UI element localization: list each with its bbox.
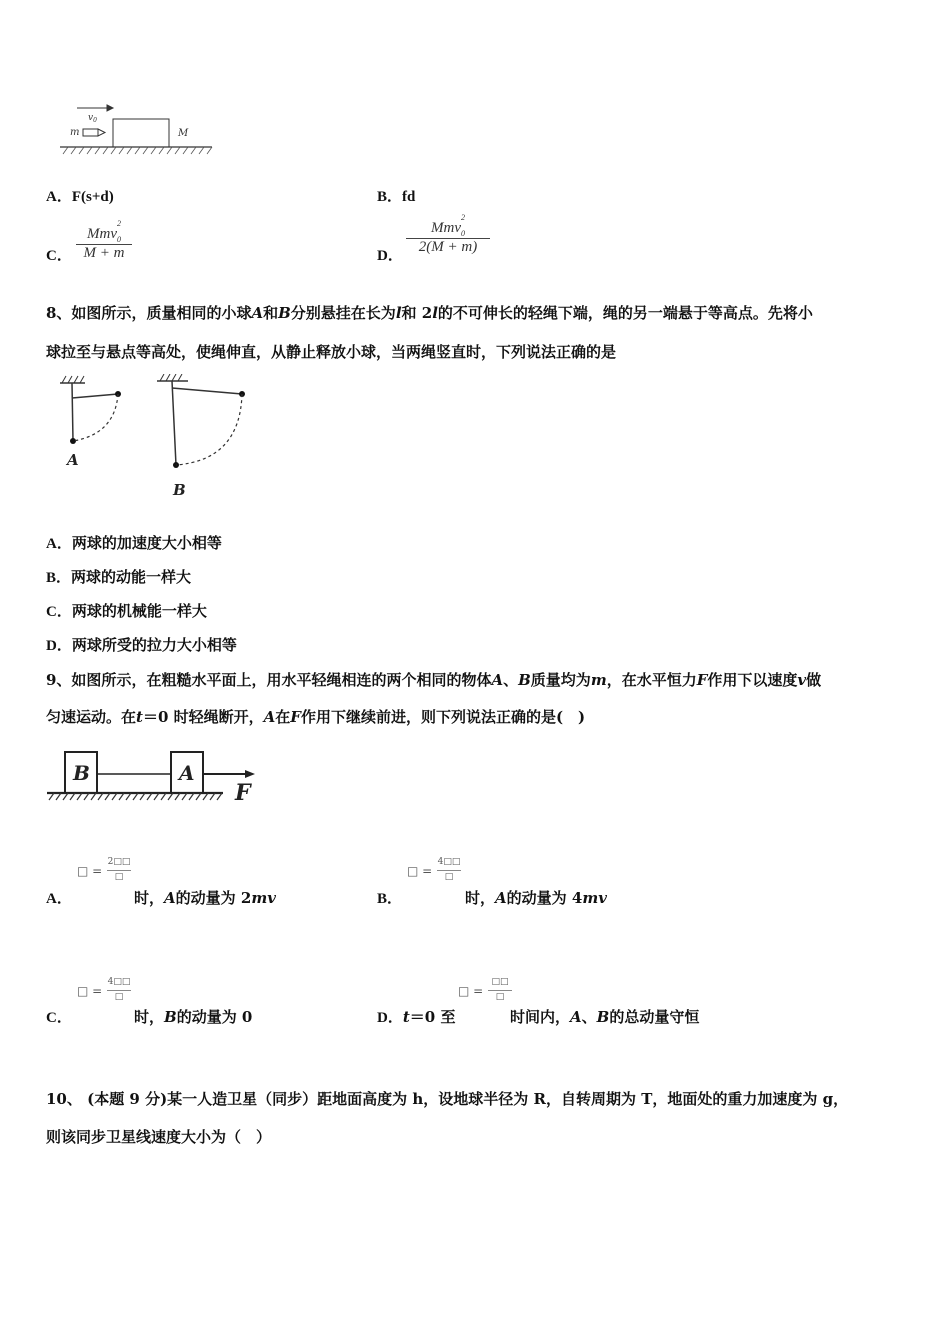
- option-text: 两球的动能一样大: [71, 568, 192, 586]
- fraction-numerator: 2□□: [107, 857, 131, 867]
- q9-stem-line2: 匀速运动。在t＝0 时轻绳断开，A在F作用下继续前进，则下列说法正确的是( ): [46, 708, 586, 726]
- q9-stem-line1: 9、如图所示，在粗糙水平面上，用水平轻绳相连的两个相同的物体A、B质量均为m，在水平恒力F作用下以速度v做: [46, 671, 822, 689]
- q8-option-d[interactable]: [46, 635, 237, 656]
- q8-figure: [55, 374, 265, 502]
- bullet-shape: [83, 129, 105, 136]
- q9-option-c-formula: □ = 4□□ □: [77, 977, 131, 1002]
- q9-option-b-formula: □ = 4□□ □: [407, 857, 461, 882]
- option-text: 两球所受的拉力大小相等: [71, 636, 237, 654]
- q9-option-c[interactable]: [46, 1007, 72, 1028]
- fraction-numerator: Mmv 2 $_0$: [87, 219, 121, 244]
- block-M: [113, 119, 169, 147]
- q9-option-a-formula: □ = 2□□ □: [77, 857, 131, 882]
- q9-option-d-formula: □ = □□ □: [458, 977, 518, 1007]
- ground-hatch: [63, 147, 212, 154]
- fraction-denominator: □: [114, 992, 124, 1002]
- pendulum-b-label: B: [173, 481, 186, 499]
- pendulum-a-label: A: [67, 451, 79, 469]
- q9-option-d-text: 时间内，A、B的总动量守恒: [510, 1008, 700, 1026]
- q7-option-a[interactable]: [46, 186, 114, 207]
- option-text: 两球的机械能一样大: [71, 602, 207, 620]
- option-text: fd: [402, 189, 416, 205]
- force-arrow: [203, 770, 255, 778]
- option-key: B．: [46, 570, 72, 586]
- fraction-bar: [437, 870, 461, 871]
- q10-stem-line1: 10、 (本题 9 分)某一人造卫星（同步）距地面高度为 h，设地球半径为 R，自转周期为 T，地面处的重力加速度为 g，: [46, 1090, 849, 1108]
- fraction-numerator: 4□□: [107, 977, 131, 987]
- svg-text:A: A: [179, 761, 195, 785]
- option-key: B．: [377, 189, 403, 205]
- option-key: A．: [46, 891, 72, 907]
- q9-option-a-text: 时，A的动量为 2mv: [134, 889, 276, 907]
- velocity-arrow: [77, 105, 113, 111]
- q8-option-c[interactable]: [46, 601, 207, 622]
- q9-option-b[interactable]: [377, 888, 402, 909]
- pendulum-a: [60, 376, 121, 469]
- option-text: F(s+d): [71, 189, 114, 205]
- option-key: C．: [46, 248, 72, 264]
- pendulum-b: [157, 374, 245, 499]
- fraction-bar: [107, 870, 131, 871]
- fraction-numerator: Mmv 2 $_0$: [431, 213, 465, 238]
- q10-stem-line2: 则该同步卫星线速度大小为（ ）: [46, 1128, 272, 1146]
- option-key: D．: [377, 1010, 403, 1026]
- q9-option-a[interactable]: [46, 888, 72, 909]
- fraction-numerator: □□: [491, 977, 509, 987]
- fraction-bar: [107, 990, 131, 991]
- fraction-denominator: 2(M + m): [418, 239, 478, 255]
- m-label: m: [70, 127, 80, 138]
- q7-option-b[interactable]: [377, 186, 415, 207]
- option-key: A．: [46, 189, 72, 205]
- svg-text:B: B: [73, 761, 90, 785]
- option-key: C．: [46, 1010, 72, 1026]
- q8-stem-line2: 球拉至与悬点等高处，使绳伸直，从静止释放小球，当两绳竖直时，下列说法正确的是: [46, 343, 617, 361]
- q7-figure: [55, 100, 220, 162]
- fraction-denominator: □: [444, 872, 454, 882]
- option-text: 两球的加速度大小相等: [71, 534, 222, 552]
- q8-stem-line1: 8、如图所示，质量相同的小球A和B分别悬挂在长为l和 2l的不可伸长的轻绳下端，绳的另一端悬于等高点。先将小: [46, 304, 813, 322]
- q9-option-b-text: 时，A的动量为 4mv: [465, 889, 607, 907]
- q7-option-c-key[interactable]: [46, 245, 72, 266]
- q9-figure: [45, 740, 260, 804]
- force-label: F: [235, 780, 251, 804]
- q7-option-d-fraction: [406, 213, 490, 256]
- fraction-bar: [488, 990, 512, 991]
- fraction-denominator: □: [495, 992, 505, 1002]
- q9-option-c-text: 时，B的动量为 0: [134, 1008, 253, 1026]
- option-key: D．: [377, 248, 403, 264]
- q8-option-a[interactable]: [46, 533, 222, 554]
- option-key: C．: [46, 604, 72, 620]
- q7-option-c-fraction: [76, 219, 132, 262]
- fraction-denominator: □: [114, 872, 124, 882]
- v0-label: $v_0$: [88, 113, 97, 124]
- M-label: M: [178, 128, 189, 139]
- fraction-denominator: M + m: [83, 245, 125, 261]
- fraction-numerator: 4□□: [437, 857, 461, 867]
- q9-option-d[interactable]: D．t＝0 至: [377, 1008, 456, 1026]
- option-key: B．: [377, 891, 403, 907]
- option-key: A．: [46, 536, 72, 552]
- option-key: D．: [46, 638, 72, 654]
- q8-option-b[interactable]: [46, 567, 191, 588]
- q7-option-d-key[interactable]: [377, 245, 403, 266]
